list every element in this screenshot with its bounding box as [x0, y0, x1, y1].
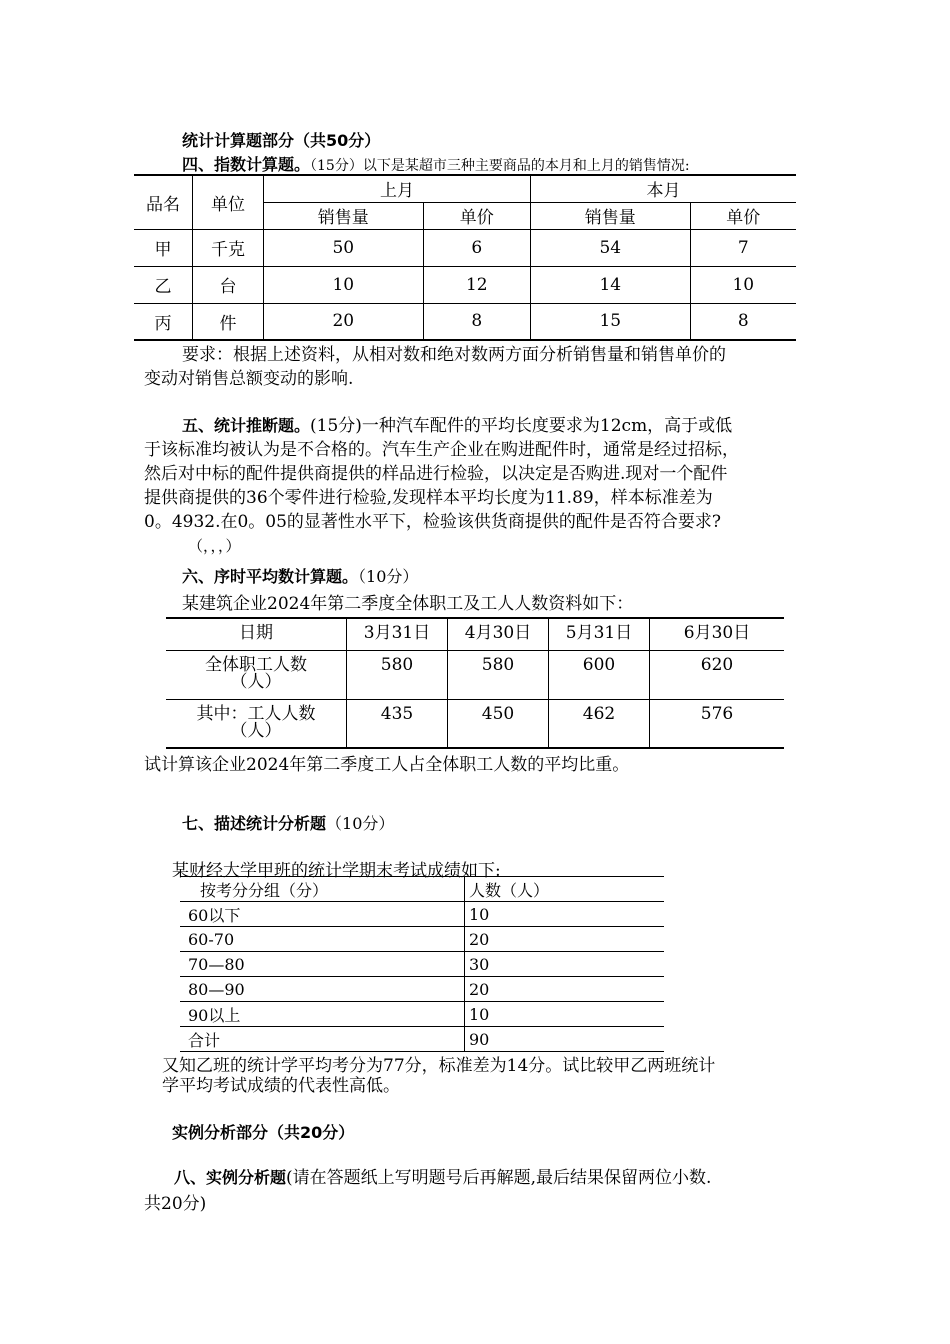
cell: 10 [465, 902, 665, 927]
cell: 15 [531, 303, 691, 340]
cell: 60以下 [180, 902, 465, 927]
cell: 54 [531, 229, 691, 266]
text-line: 要求：根据上述资料，从相对数和绝对数两方面分析销售量和销售单价的 [182, 345, 726, 365]
cell: 8 [690, 303, 796, 340]
row-label [166, 699, 347, 748]
header-cell: 4月30日 [448, 618, 549, 650]
row-label [166, 650, 347, 699]
cell: 30 [465, 952, 665, 977]
cell: 462 [549, 699, 650, 748]
text-line: 学平均考试成绩的代表性高低。 [162, 1076, 400, 1096]
q7-heading: 七、描述统计分析题 [182, 814, 327, 833]
q7-title [182, 811, 394, 834]
cell: 10 [264, 266, 424, 303]
cell: 80—90 [180, 977, 465, 1002]
q4-intro-text: （15分）以下是某超市三种主要商品的本月和上月的销售情况: [310, 158, 690, 174]
text-line [144, 1165, 806, 1191]
text: (请在答题纸上写明题号后再解题,最后结果保留两位小数. [286, 1168, 712, 1188]
q4-heading: 四、指数计算题。 [182, 155, 311, 174]
cell: 20 [264, 303, 424, 340]
cell: 8 [423, 303, 530, 340]
header-unit: 单位 [193, 175, 264, 229]
cell: 件 [193, 303, 264, 340]
header-cell: 6月30日 [650, 618, 785, 650]
q6-heading: 六、序时平均数计算题。 [182, 567, 359, 586]
cell: 甲 [134, 229, 193, 266]
q4-intro [182, 152, 690, 175]
text-line: （，，，） [188, 537, 241, 555]
cell: 50 [264, 229, 424, 266]
table-row [180, 952, 664, 977]
cell: 600 [549, 650, 650, 699]
text-line: 又知乙班的统计学平均考分为77分，标准差为14分。试比较甲乙两班统计 [162, 1056, 716, 1076]
table-row [166, 699, 784, 748]
table-row [180, 927, 664, 952]
q6-question: 试计算该企业2024年第二季度工人占全体职工人数的平均比重。 [144, 755, 630, 775]
table-row [180, 1027, 664, 1052]
cell: 14 [531, 266, 691, 303]
score-table [180, 876, 664, 1052]
cell: 580 [347, 650, 448, 699]
text-line: 然后对中标的配件提供商提供的样品进行检验，以决定是否购进.现对一个配件 [144, 464, 728, 484]
staff-table [166, 617, 784, 749]
cell: 580 [448, 650, 549, 699]
cell: 20 [465, 977, 665, 1002]
sales-table [134, 174, 796, 341]
header-count: 人数（人） [465, 877, 665, 902]
section-title-calc: 统计计算题部分（共50分） [182, 131, 381, 150]
q7-score: （10分） [326, 814, 395, 833]
cell: 90 [465, 1027, 665, 1052]
header-group: 按考分分组（分） [180, 877, 465, 902]
header-volume-last: 销售量 [264, 202, 424, 229]
table-row [166, 650, 784, 699]
text-line: 于该标准均被认为是不合格的。汽车生产企业在购进配件时，通常是经过招标， [144, 440, 739, 460]
cell: 7 [690, 229, 796, 266]
q6-intro: 某建筑企业2024年第二季度全体职工及工人人数资料如下： [182, 594, 634, 614]
header-cell: 3月31日 [347, 618, 448, 650]
table-row [180, 902, 664, 927]
q6-score: （10分） [358, 567, 419, 586]
text-line: 共20分) [144, 1194, 207, 1214]
q7-intro: 某财经大学甲班的统计学期末考试成绩如下: [172, 861, 501, 881]
q5-block [144, 414, 806, 558]
label-line: 全体职工人数 [205, 654, 307, 675]
q6-title [182, 564, 418, 587]
header-date: 日期 [166, 618, 347, 650]
cell: 丙 [134, 303, 193, 340]
cell: 60-70 [180, 927, 465, 952]
header-cell: 5月31日 [549, 618, 650, 650]
cell: 435 [347, 699, 448, 748]
label-line: （人） [230, 720, 282, 741]
header-price-last: 单价 [423, 202, 530, 229]
text: (15分)一种汽车配件的平均长度要求为12cm，高于或低 [310, 416, 733, 436]
cell: 乙 [134, 266, 193, 303]
label-line: （人） [230, 671, 282, 692]
table-row [134, 303, 796, 340]
cell: 20 [465, 927, 665, 952]
header-last-month: 上月 [264, 175, 531, 202]
table-row [180, 977, 664, 1002]
cell: 6 [423, 229, 530, 266]
section-title-case: 实例分析部分（共20分） [172, 1123, 355, 1142]
cell: 10 [465, 1002, 665, 1027]
table-row [180, 1002, 664, 1027]
q5-heading: 五、统计推断题。 [182, 416, 311, 435]
text-line: 提供商提供的36个零件进行检验,发现样本平均长度为11.89，样本标准差为 [144, 488, 713, 508]
q4-requirement [144, 343, 806, 391]
cell: 合计 [180, 1027, 465, 1052]
cell: 12 [423, 266, 530, 303]
text-line: 0。4932.在0。05的显著性水平下，检验该供货商提供的配件是否符合要求? [144, 512, 722, 532]
header-this-month: 本月 [531, 175, 797, 202]
cell: 450 [448, 699, 549, 748]
text-line: 变动对销售总额变动的影响. [144, 369, 354, 389]
label-line: 其中：工人人数 [196, 703, 316, 724]
text-line [144, 414, 806, 438]
header-name: 品名 [134, 175, 193, 229]
cell: 千克 [193, 229, 264, 266]
cell: 台 [193, 266, 264, 303]
q8-heading: 八、实例分析题 [174, 1168, 287, 1187]
cell: 576 [650, 699, 785, 748]
table-row [134, 229, 796, 266]
header-price-this: 单价 [690, 202, 796, 229]
cell: 10 [690, 266, 796, 303]
q7-question [162, 1056, 715, 1096]
cell: 70—80 [180, 952, 465, 977]
cell: 90以上 [180, 1002, 465, 1027]
cell: 620 [650, 650, 785, 699]
table-row [134, 266, 796, 303]
header-volume-this: 销售量 [531, 202, 691, 229]
q8-block [144, 1165, 806, 1217]
